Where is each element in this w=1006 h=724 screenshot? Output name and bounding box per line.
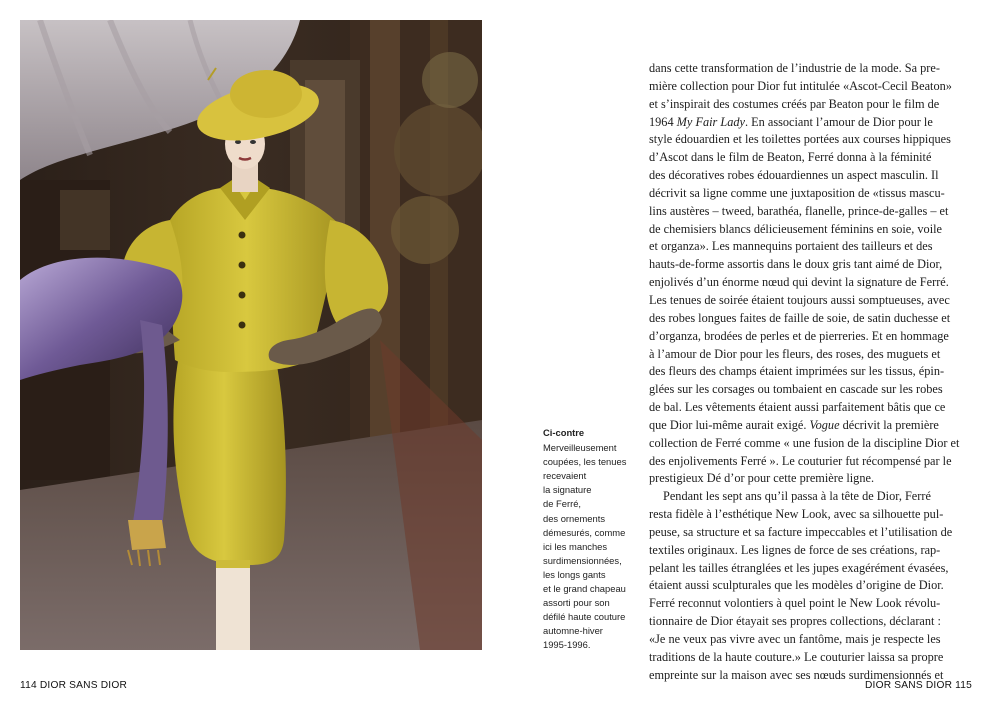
runway-photo xyxy=(20,20,482,650)
body-line: d’organza, brodées de perles et de pierreries. Et en hommage xyxy=(649,328,949,343)
caption-line: ici les manches xyxy=(543,540,608,552)
caption-line: assorti pour son xyxy=(543,597,610,609)
body-line: des robes longues faites de faille de soie, de satin duchesse et xyxy=(649,310,951,325)
body-line: lins austères – tweed, barathéa, flanelle, prince-de-galles – et xyxy=(649,203,949,218)
caption-line: de Ferré, xyxy=(543,498,582,510)
caption-line: la signature xyxy=(543,484,592,496)
caption-line: Merveilleusement xyxy=(543,442,617,454)
caption-line: automne-hiver xyxy=(543,625,603,637)
caption-title: Ci-contre xyxy=(543,427,585,438)
body-line: Les tenues de soirée étaient toujours aussi somptueuses, avec xyxy=(649,292,950,307)
italic-title: Vogue xyxy=(809,417,840,432)
body-line: empreinte sur la maison avec ses nœuds surdimensionnés et xyxy=(649,667,944,682)
body-line: mière collection pour Dior fut intitulée «Ascot-Cecil Beaton» xyxy=(649,78,952,93)
body-line: Ferré reconnut volontiers à quel point le New Look révolu- xyxy=(649,596,941,611)
body-line: glées sur les corsages ou tombaient en cascade sur les robes xyxy=(649,382,943,397)
body-line: et organza». Les mannequins portaient des tailleurs et des xyxy=(649,239,933,254)
caption-line: et le grand chapeau xyxy=(543,583,626,595)
body-line: peuse, sa structure et sa facture impeccables et l’utilisation de xyxy=(649,524,953,539)
caption-line: des ornements xyxy=(543,512,606,524)
body-line: traditions de la haute couture.» Le couturier laissa sa propre xyxy=(649,649,944,664)
body-line: à l’amour de Dior pour les fleurs, des roses, des muguets et xyxy=(649,346,941,361)
body-line: resta fidèle à l’esthétique New Look, avec sa silhouette pul- xyxy=(649,507,944,522)
runway-photo-illustration xyxy=(20,20,482,650)
caption-line: démesurés, comme xyxy=(543,526,626,538)
page-number-left: 114 DIOR SANS DIOR xyxy=(20,680,128,691)
body-line: dans cette transformation de l’industrie de la mode. Sa pre- xyxy=(649,61,940,75)
body-line: étaient aussi sculpturales que les modèles d’origine de Dior. xyxy=(649,578,944,593)
body-line: des enjolivements Ferré ». Le couturier fut récompensé par le xyxy=(649,453,952,468)
body-line: de bal. Les vêtements étaient aussi parfaitement bâtis que ce xyxy=(649,400,946,415)
body-line: prestigieux Dé d’or pour cette première ligne. xyxy=(649,471,875,486)
body-line: style édouardien et les toilettes portées aux courses hippiques xyxy=(649,132,951,147)
body-line: Pendant les sept ans qu’il passa à la tête de Dior, Ferré xyxy=(663,489,931,504)
caption-line: coupées, les tenues xyxy=(543,456,627,468)
caption-line: 1995-1996. xyxy=(543,639,591,651)
caption-line: défilé haute couture xyxy=(543,611,626,623)
body-line: textiles originaux. Les lignes de force de ses créations, rap- xyxy=(649,542,941,557)
body-line: tionnaire de Dior étayait ses propres collections, déclarant : xyxy=(649,614,941,629)
body-line: «Je ne veux pas vivre avec un fantôme, mais je respecte les xyxy=(649,632,941,646)
body-line: enjolivés d’un énorme nœud qui devint la signature de Ferré. xyxy=(649,275,949,290)
italic-title: My Fair Lady xyxy=(676,114,745,129)
photo-caption xyxy=(543,426,635,653)
body-line: d’Ascot dans le film de Beaton, Ferré donna à la féminité xyxy=(649,150,932,165)
body-line: que Dior lui-même aurait exigé. Vogue décrivit la première xyxy=(649,417,939,432)
body-line: pelant les tailles étranglées et les jupes exagérément évasées, xyxy=(649,560,949,575)
body-line: décrivit sa ligne comme une juxtaposition de «tissus mascu- xyxy=(649,185,945,200)
body-line: des fleurs des champs étaient imprimées sur les tissus, épin- xyxy=(649,364,945,379)
caption-line: les longs gants xyxy=(543,568,606,580)
body-line: hauts-de-forme assortis dans le doux gris tant aimé de Dior, xyxy=(649,257,943,272)
caption-line: recevaient xyxy=(543,470,587,482)
caption-line: surdimensionnées, xyxy=(543,554,622,566)
body-line: collection de Ferré comme « une fusion de la discipline Dior et xyxy=(649,435,960,450)
body-line: et s’inspirait des costumes créés par Beaton pour le film de xyxy=(649,96,940,111)
body-line: des décoratives robes édouardiennes un aspect masculin. Il xyxy=(649,168,939,183)
page-number-right: DIOR SANS DIOR 115 xyxy=(864,680,972,691)
body-text-column xyxy=(649,60,972,685)
body-line: 1964 My Fair Lady. En associant l’amour de Dior pour le xyxy=(649,114,933,129)
body-line: de chemisiers blancs délicieusement féminins en soie, voile xyxy=(649,221,942,236)
